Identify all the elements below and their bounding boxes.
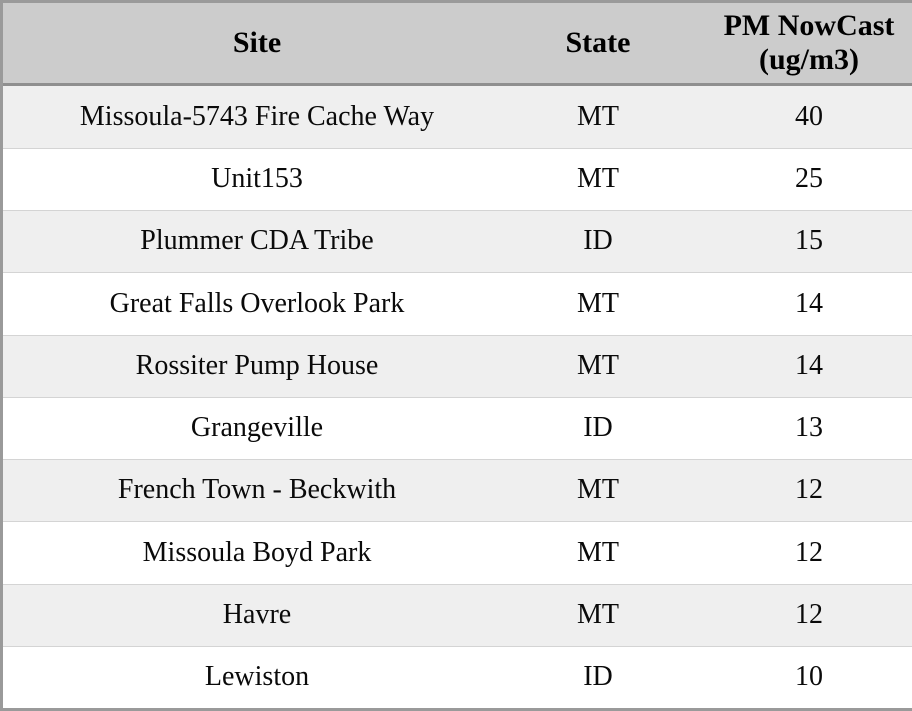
column-header-state: State (511, 3, 685, 85)
cell-value: 10 (685, 646, 912, 708)
table-row (3, 397, 912, 459)
cell-state: ID (511, 646, 685, 708)
table-row (3, 211, 912, 273)
cell-site: Great Falls Overlook Park (3, 273, 511, 335)
table-row (3, 335, 912, 397)
cell-value: 15 (685, 211, 912, 273)
cell-state: MT (511, 335, 685, 397)
cell-site: French Town - Beckwith (3, 460, 511, 522)
table-row (3, 584, 912, 646)
table-body (3, 85, 912, 708)
cell-value: 25 (685, 148, 912, 210)
cell-value: 14 (685, 335, 912, 397)
table-header-row (3, 3, 912, 85)
cell-value: 40 (685, 85, 912, 149)
cell-site: Lewiston (3, 646, 511, 708)
cell-site: Unit153 (3, 148, 511, 210)
cell-site: Rossiter Pump House (3, 335, 511, 397)
cell-value: 13 (685, 397, 912, 459)
table-row (3, 460, 912, 522)
table-row (3, 522, 912, 584)
cell-site: Havre (3, 584, 511, 646)
cell-value: 12 (685, 584, 912, 646)
air-quality-table (3, 3, 912, 708)
column-header-pm-nowcast: PM NowCast (ug/m3) (685, 3, 912, 85)
cell-state: ID (511, 397, 685, 459)
cell-state: MT (511, 460, 685, 522)
cell-site: Missoula-5743 Fire Cache Way (3, 85, 511, 149)
table-row (3, 85, 912, 149)
table-row (3, 148, 912, 210)
cell-state: MT (511, 522, 685, 584)
table-header (3, 3, 912, 85)
cell-state: MT (511, 273, 685, 335)
cell-value: 14 (685, 273, 912, 335)
cell-value: 12 (685, 460, 912, 522)
cell-state: MT (511, 85, 685, 149)
cell-state: MT (511, 584, 685, 646)
cell-value: 12 (685, 522, 912, 584)
cell-state: ID (511, 211, 685, 273)
table-row (3, 273, 912, 335)
table-row (3, 646, 912, 708)
cell-site: Grangeville (3, 397, 511, 459)
cell-state: MT (511, 148, 685, 210)
column-header-site: Site (3, 3, 511, 85)
cell-site: Missoula Boyd Park (3, 522, 511, 584)
cell-site: Plummer CDA Tribe (3, 211, 511, 273)
